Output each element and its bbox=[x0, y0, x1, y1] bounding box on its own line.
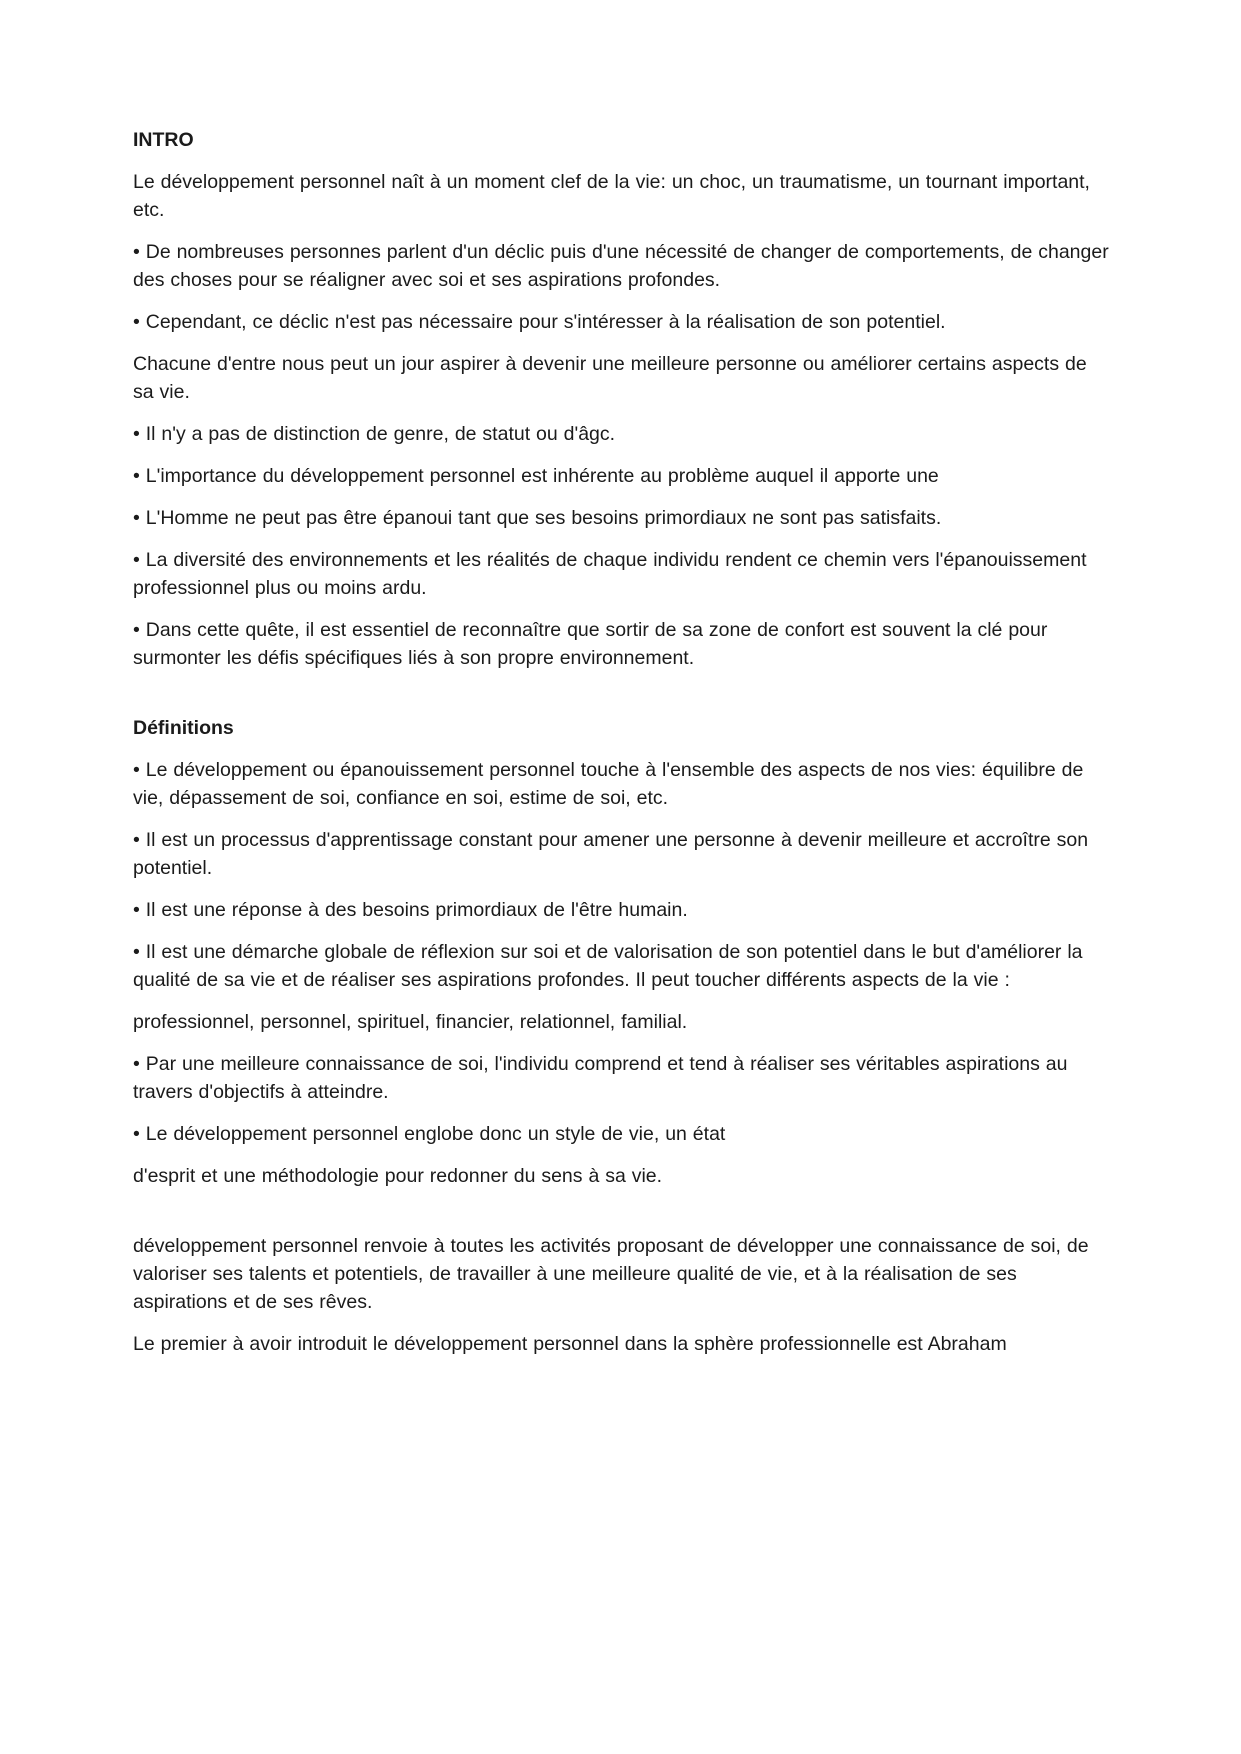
bullet-paragraph: • La diversité des environnements et les réalités de chaque individu rendent ce chemin vers l'épanouissement professionnel plus ou moins ardu. bbox=[133, 549, 1087, 599]
section-heading-intro: INTRO bbox=[133, 129, 194, 151]
bullet-paragraph: • Il est une réponse à des besoins primordiaux de l'être humain. bbox=[133, 899, 688, 921]
paragraph: Le premier à avoir introduit le développement personnel dans la sphère professionnelle est Abraham bbox=[133, 1333, 1007, 1355]
bullet-paragraph: • Il n'y a pas de distinction de genre, de statut ou d'âgc. bbox=[133, 423, 616, 445]
bullet-paragraph: • L'Homme ne peut pas être épanoui tant que ses besoins primordiaux ne sont pas satisfaits. bbox=[133, 507, 942, 529]
bullet-paragraph: • L'importance du développement personnel est inhérente au problème auquel il apporte une bbox=[133, 465, 939, 487]
bullet-paragraph: • Le développement personnel englobe donc un style de vie, un état bbox=[133, 1123, 726, 1145]
paragraph: Chacune d'entre nous peut un jour aspirer à devenir une meilleure personne ou améliorer certains aspects de sa vie. bbox=[133, 353, 1087, 403]
bullet-paragraph: • Dans cette quête, il est essentiel de reconnaître que sortir de sa zone de confort est souvent la clé pour surmonter les défis spécifiques liés à son propre environnement. bbox=[133, 619, 1048, 669]
section-heading-definitions: Définitions bbox=[133, 717, 234, 739]
paragraph: développement personnel renvoie à toutes les activités proposant de développer une connaissance de soi, de valoriser ses talents et potentiels, de travailler à une meilleure qualité de vie, et à la réalisation de ses aspirations et de ses rêves. bbox=[133, 1235, 1089, 1313]
paragraph: d'esprit et une méthodologie pour redonner du sens à sa vie. bbox=[133, 1165, 663, 1187]
bullet-paragraph: • Il est une démarche globale de réflexion sur soi et de valorisation de son potentiel dans le but d'améliorer la qualité de sa vie et de réaliser ses aspirations profondes. Il peut toucher différents aspects de la vie : bbox=[133, 941, 1083, 991]
paragraph: professionnel, personnel, spirituel, financier, relationnel, familial. bbox=[133, 1011, 688, 1033]
bullet-paragraph: • Il est un processus d'apprentissage constant pour amener une personne à devenir meilleure et accroître son potentiel. bbox=[133, 829, 1089, 879]
bullet-paragraph: • Cependant, ce déclic n'est pas nécessaire pour s'intéresser à la réalisation de son potentiel. bbox=[133, 311, 946, 333]
bullet-paragraph: • De nombreuses personnes parlent d'un déclic puis d'une nécessité de changer de comportements, de changer des choses pour se réaligner avec soi et ses aspirations profondes. bbox=[133, 241, 1109, 291]
paragraph: Le développement personnel naît à un moment clef de la vie: un choc, un traumatisme, un tournant important, etc. bbox=[133, 171, 1090, 221]
bullet-paragraph: • Le développement ou épanouissement personnel touche à l'ensemble des aspects de nos vies: équilibre de vie, dépassement de soi, confiance en soi, estime de soi, etc. bbox=[133, 759, 1084, 809]
bullet-paragraph: • Par une meilleure connaissance de soi, l'individu comprend et tend à réaliser ses véritables aspirations au travers d'objectifs à atteindre. bbox=[133, 1053, 1068, 1103]
